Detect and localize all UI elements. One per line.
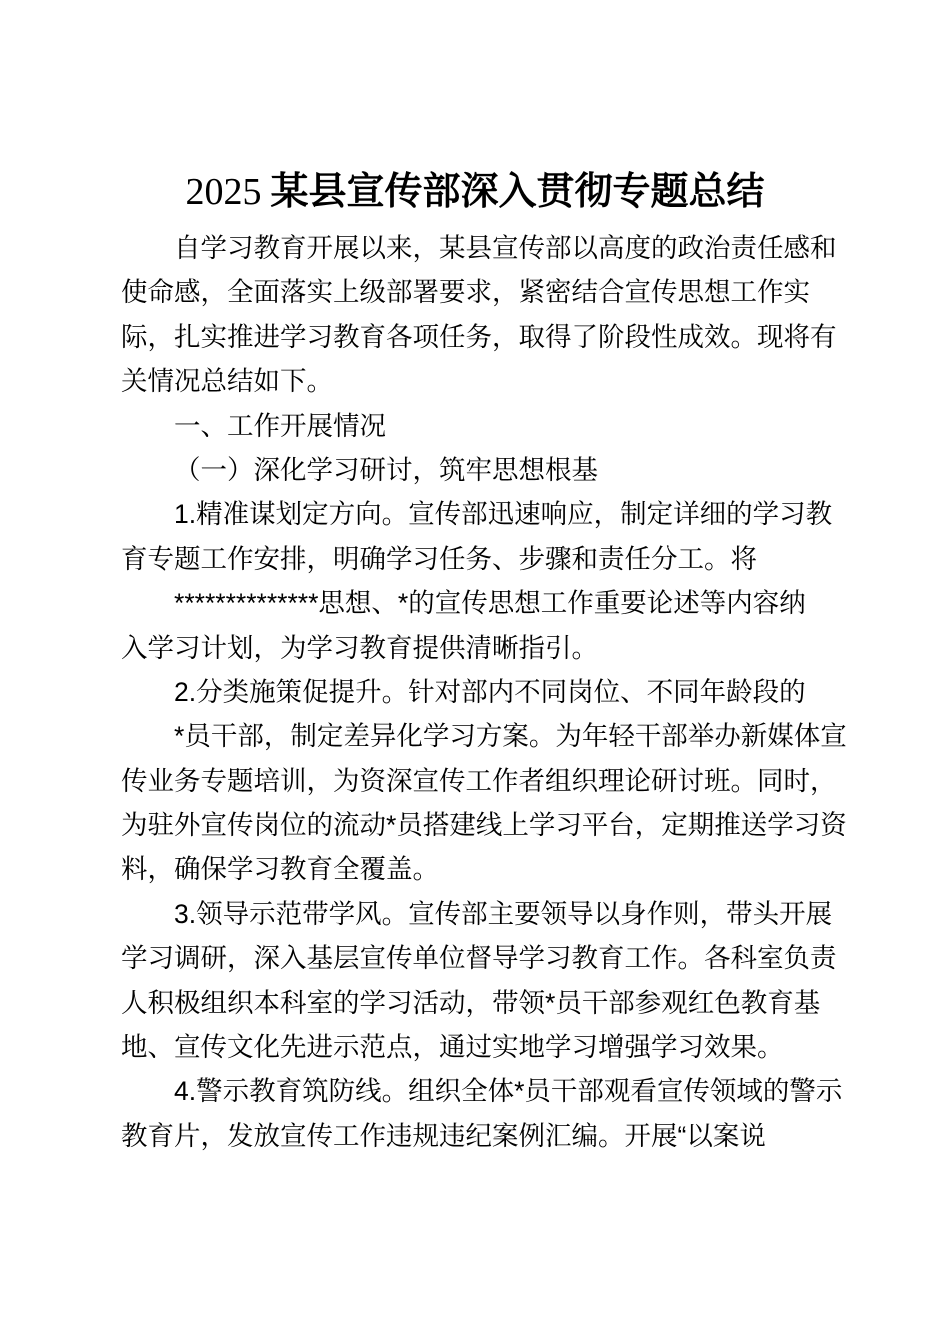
item1-line: 入学习计划，为学习教育提供清晰指引。 [121, 632, 598, 663]
item2-line: 2.分类施策促提升。针对部内不同岗位、不同年龄段的 [174, 676, 806, 707]
item4-line: 教育片，发放宣传工作违规违纪案例汇编。开展“以案说 [121, 1120, 766, 1151]
item1-line: 1.精准谋划定方向。宣传部迅速响应，制定详细的学习教 [174, 499, 833, 530]
document-title [0, 169, 950, 215]
item3-line: 学习调研，深入基层宣传单位督导学习教育工作。各科室负责 [121, 943, 837, 974]
item2-line: 为驻外宣传岗位的流动*员搭建线上学习平台，定期推送学习资 [121, 810, 847, 841]
item1-line: 育专题工作安排，明确学习任务、步骤和责任分工。将 [121, 543, 757, 574]
item3-line: 人积极组织本科室的学习活动，带领*员干部参观红色教育基 [121, 987, 821, 1018]
intro-line: 际，扎实推进学习教育各项任务，取得了阶段性成效。现将有 [121, 321, 837, 352]
document-body [121, 226, 847, 1158]
intro-line: 关情况总结如下。 [121, 366, 333, 397]
item2-line: *员干部，制定差异化学习方案。为年轻干部举办新媒体宣 [174, 721, 847, 752]
item4-line: 4.警示教育筑防线。组织全体*员干部观看宣传领域的警示 [174, 1076, 843, 1107]
item3-line: 地、宣传文化先进示范点，通过实地学习增强学习效果。 [121, 1032, 784, 1063]
item2-line: 传业务专题培训，为资深宣传工作者组织理论研讨班。同时， [121, 765, 837, 796]
section-heading: 一、工作开展情况 [174, 410, 386, 441]
item1-line: **************思想、*的宣传思想工作重要论述等内容纳 [174, 588, 806, 619]
intro-line: 使命感，全面落实上级部署要求，紧密结合宣传思想工作实 [121, 277, 810, 308]
item3-line: 3.领导示范带学风。宣传部主要领导以身作则，带头开展 [174, 898, 833, 929]
intro-line: 自学习教育开展以来，某县宣传部以高度的政治责任感和 [174, 233, 837, 263]
subsection-heading: （一）深化学习研讨，筑牢思想根基 [174, 454, 598, 485]
document-title-text: 某县宣传部深入贯彻专题总结 [270, 171, 765, 213]
document-title-year: 2025 [185, 171, 262, 213]
item2-line: 料，确保学习教育全覆盖。 [121, 854, 439, 885]
